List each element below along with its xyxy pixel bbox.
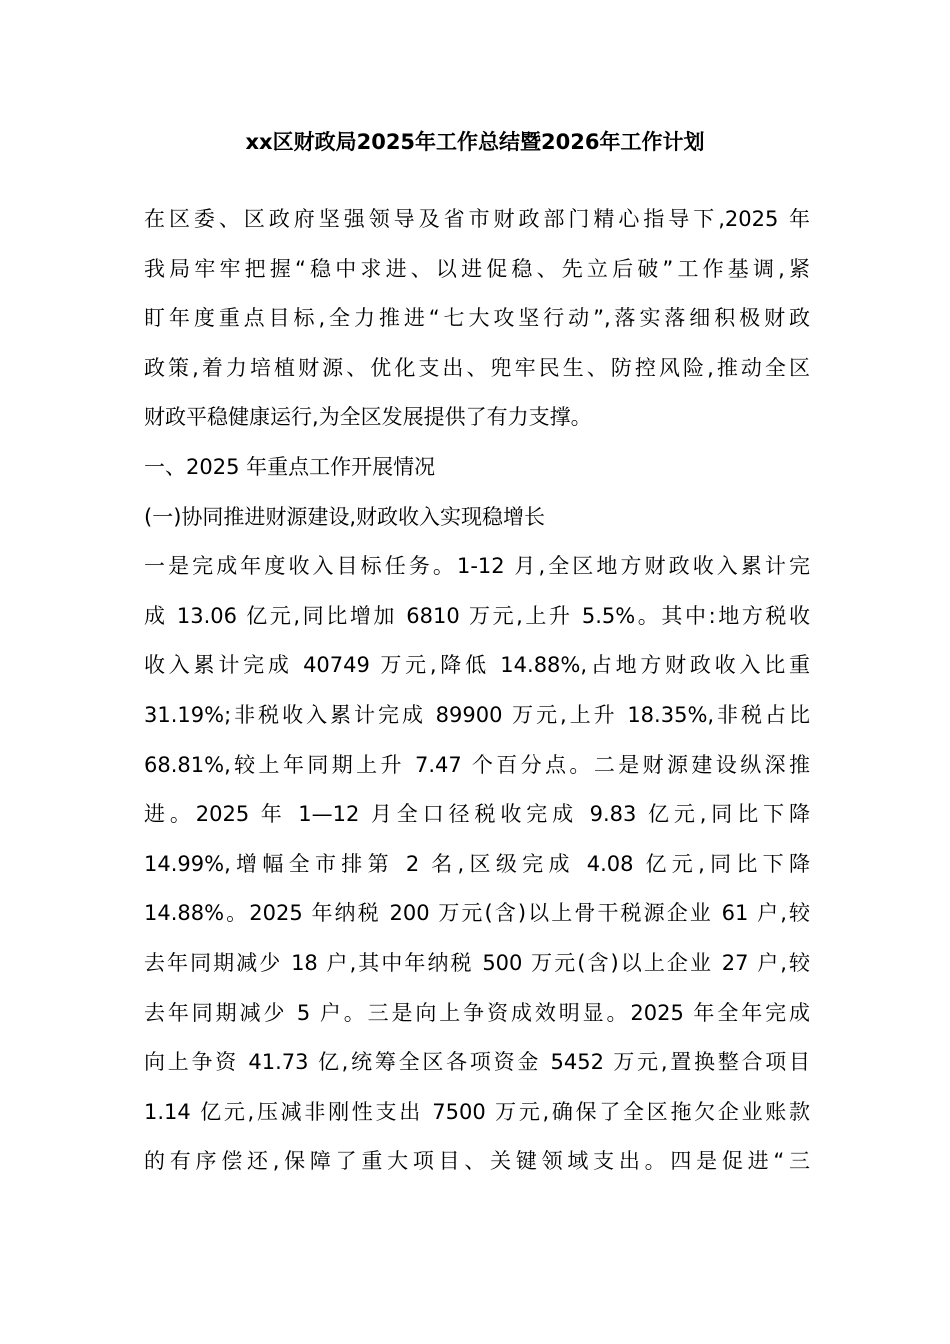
paragraph-line: 财政平稳健康运行,为全区发展提供了有力支撑。 (144, 405, 592, 430)
document-body (144, 195, 810, 1187)
paragraph-line: 政策,着力培植财源、优化支出、兜牢民生、防控风险,推动全区 (144, 355, 810, 380)
paragraph-line: 向上争资 41.73 亿,统筹全区各项资金 5452 万元,置换整合项目 (144, 1050, 810, 1075)
paragraph-line: 盯年度重点目标,全力推进“七大攻坚行动”,落实落细积极财政 (144, 306, 810, 331)
subsection-heading: (一)协同推进财源建设,财政收入实现稳增长 (144, 504, 546, 529)
paragraph-line: 14.88%。2025 年纳税 200 万元(含)以上骨干税源企业 61 户,较 (144, 901, 810, 926)
paragraph-line: 一是完成年度收入目标任务。1-12 月,全区地方财政收入累计完 (144, 554, 810, 579)
paragraph-line: 31.19%;非税收入累计完成 89900 万元,上升 18.35%,非税占比 (144, 702, 810, 727)
paragraph-line: 14.99%,增幅全市排第 2 名,区级完成 4.08 亿元,同比下降 (144, 851, 810, 876)
paragraph-line: 去年同期减少 18 户,其中年纳税 500 万元(含)以上企业 27 户,较 (144, 950, 810, 975)
paragraph-line: 我局牢牢把握“稳中求进、以进促稳、先立后破”工作基调,紧 (144, 256, 810, 281)
section-heading: 一、2025 年重点工作开展情况 (144, 454, 436, 479)
paragraph-line: 去年同期减少 5 户。三是向上争资成效明显。2025 年全年完成 (144, 1000, 810, 1025)
paragraph-line: 的有序偿还,保障了重大项目、关键领域支出。四是促进“三 (144, 1149, 810, 1174)
paragraph-line: 成 13.06 亿元,同比增加 6810 万元,上升 5.5%。其中:地方税收 (144, 603, 810, 628)
document-title: xx区财政局2025年工作总结暨2026年工作计划 (245, 130, 705, 154)
paragraph-line: 收入累计完成 40749 万元,降低 14.88%,占地方财政收入比重 (144, 653, 810, 678)
paragraph-line: 1.14 亿元,压减非刚性支出 7500 万元,确保了全区拖欠企业账款 (144, 1099, 810, 1124)
paragraph-line: 在区委、区政府坚强领导及省市财政部门精心指导下,2025 年 (144, 207, 810, 231)
paragraph-line: 进。2025 年 1—12 月全口径税收完成 9.83 亿元,同比下降 (144, 802, 810, 827)
paragraph-line: 68.81%,较上年同期上升 7.47 个百分点。二是财源建设纵深推 (144, 752, 810, 777)
